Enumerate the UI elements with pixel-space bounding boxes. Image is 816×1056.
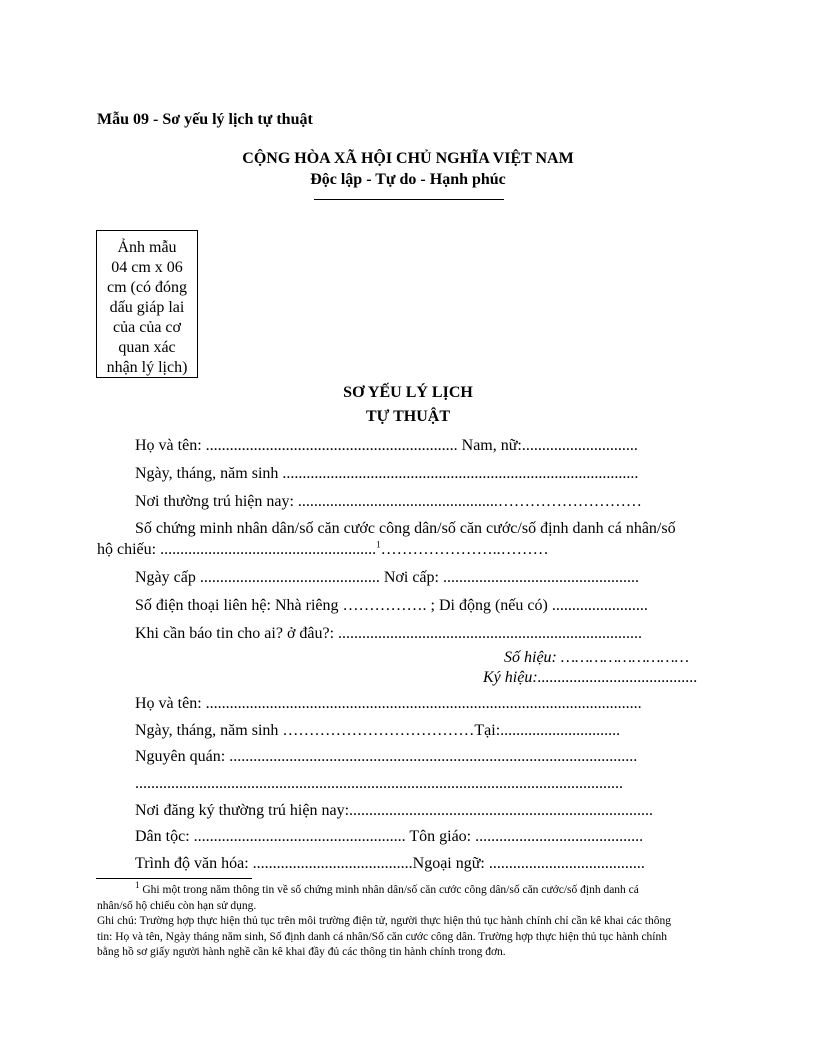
field-ngay-cap: Ngày cấp ............................................. Nơi cấp: ................................................. xyxy=(135,569,639,586)
footnote-line: $^1$ Ghi một trong năm thông tin về số chứng minh nhân dân/số căn cước công dân/số căn cước/số định danh cá xyxy=(135,880,639,896)
note-line: tin: Họ và tên, Ngày tháng năm sinh, Số định danh cá nhân/Số căn cước công dân. Trường hợp thực hiện thủ tục hành chính xyxy=(97,931,668,943)
form-code: Mẫu 09 - Sơ yếu lý lịch tự thuật xyxy=(97,111,313,128)
field-ngay-sinh: Ngày, tháng, năm sinh ......................................................................................... xyxy=(135,465,639,482)
photo-box-line: nhận lý lịch) xyxy=(106,359,188,376)
field-nguyen-quan-cont: .......................................................................................................................... xyxy=(135,775,623,792)
field-so-dinh-danh-cont: hộ chiếu: ......................................................$^1$…………………..……… xyxy=(97,539,549,558)
photo-box-line: của của cơ xyxy=(113,319,181,336)
photo-box-line: cm (có đóng xyxy=(107,279,187,296)
photo-box-line: dấu giáp lai xyxy=(109,299,185,316)
field-ho-ten-2: Họ và tên: ............................................................................................................. xyxy=(135,695,642,712)
field-nguyen-quan: Nguyên quán: ...................................................................................................... xyxy=(135,748,638,765)
field-ky-hieu: Ký hiệu:........................................ xyxy=(483,669,698,686)
footnote-marker: 1 xyxy=(135,880,140,891)
field-noi-thuong-tru: Nơi thường trú hiện nay: ..................................................……………………… xyxy=(135,493,642,510)
footnote-marker: 1 xyxy=(376,539,381,550)
field-ngay-sinh-2: Ngày, tháng, năm sinh ………………………………Tại:.............................. xyxy=(135,722,621,739)
document-subtitle: TỰ THUẬT xyxy=(365,408,450,425)
photo-box-line: Ảnh mẫu xyxy=(117,239,177,256)
photo-placeholder-box xyxy=(96,230,198,378)
field-ho-ten: Họ và tên: ............................................................... Nam, nữ:............................. xyxy=(135,437,638,454)
field-bao-tin: Khi cần báo tin cho ai? ở đâu?: ............................................................................ xyxy=(135,625,643,642)
footnote-line-cont: nhân/số hộ chiếu còn hạn sử dụng. xyxy=(97,900,257,912)
photo-box-line: 04 cm x 06 xyxy=(111,259,183,276)
note-line: bằng hồ sơ giấy người hành nghề cần kê khai đầy đủ các thông tin hành chính trong đơn. xyxy=(97,946,506,958)
motto-underline xyxy=(314,199,504,200)
motto: Độc lập - Tự do - Hạnh phúc xyxy=(310,171,506,188)
footnote-rule xyxy=(96,878,252,879)
field-so-hieu: Số hiệu: ……………………… xyxy=(504,649,689,666)
document-title: SƠ YẾU LÝ LỊCH xyxy=(343,384,473,401)
note-line: Ghi chú: Trường hợp thực hiện thủ tục trên môi trường điện tử, người thực hiện thủ tục hành chính chỉ cần kê khai các thông xyxy=(97,915,672,927)
field-trinh-do: Trình độ văn hóa: ........................................Ngoại ngữ: ....................................... xyxy=(135,855,645,872)
field-so-dinh-danh: Số chứng minh nhân dân/số căn cước công dân/số căn cước/số định danh cá nhân/số xyxy=(135,520,676,537)
photo-box-line: quan xác xyxy=(118,339,176,356)
national-name: CỘNG HÒA XÃ HỘI CHỦ NGHĨA VIỆT NAM xyxy=(242,150,574,167)
field-noi-dang-ky: Nơi đăng ký thường trú hiện nay:............................................................................ xyxy=(135,802,654,819)
field-dan-toc: Dân tộc: ..................................................... Tôn giáo: .......................................... xyxy=(135,828,644,845)
field-dien-thoai: Số điện thoại liên hệ: Nhà riêng ……………. ; Di động (nếu có) ........................ xyxy=(135,597,648,614)
